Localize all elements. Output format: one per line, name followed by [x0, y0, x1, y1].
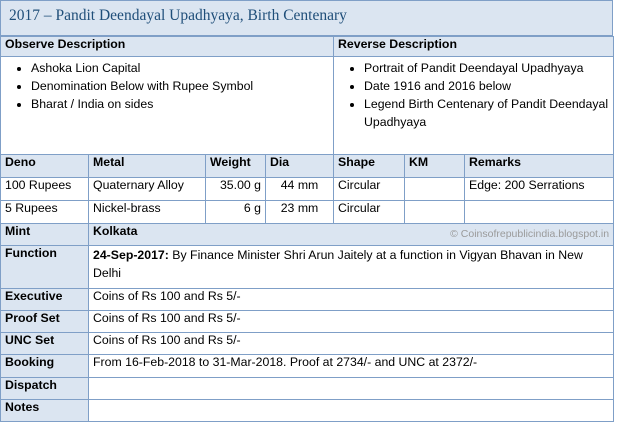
table-row [1, 201, 614, 224]
cell-shape: Circular [334, 178, 405, 201]
unc-set-value: Coins of Rs 100 and Rs 5/- [89, 333, 614, 355]
function-value [89, 246, 614, 289]
function-date: 24-Sep-2017: [93, 248, 169, 262]
obverse-item: • Ashoka Lion Capital [31, 59, 329, 77]
cell-metal: Quaternary Alloy [89, 178, 206, 201]
header-remarks: Remarks [465, 155, 614, 178]
watermark: © Coinsofrepublicindia.blogspot.in [450, 228, 610, 240]
dispatch-label: Dispatch [1, 378, 89, 400]
reverse-item: • Date 1916 and 2016 below [364, 77, 609, 95]
cell-deno: 5 Rupees [1, 201, 89, 224]
obverse-description [1, 57, 334, 155]
dispatch-value [89, 378, 614, 400]
header-km: KM [405, 155, 465, 178]
cell-weight: 6 g [206, 201, 266, 224]
cell-remarks [465, 201, 614, 224]
dispatch-row [1, 378, 614, 400]
mint-value [89, 224, 614, 246]
page-title: 2017 – Pandit Deendayal Upadhyaya, Birth Centenary [0, 0, 613, 36]
proof-set-label: Proof Set [1, 311, 89, 333]
cell-km [405, 178, 465, 201]
cell-dia: 23 mm [266, 201, 334, 224]
header-deno: Deno [1, 155, 89, 178]
header-weight: Weight [206, 155, 266, 178]
proof-set-value: Coins of Rs 100 and Rs 5/- [89, 311, 614, 333]
cell-remarks: Edge: 200 Serrations [465, 178, 614, 201]
cell-shape: Circular [334, 201, 405, 224]
cell-metal: Nickel-brass [89, 201, 206, 224]
obverse-heading: Observe Description [1, 37, 334, 57]
cell-km [405, 201, 465, 224]
function-text: By Finance Minister Shri Arun Jaitely at a function in Vigyan Bhavan in New Delhi [93, 248, 583, 280]
proof-set-row [1, 311, 614, 333]
executive-label: Executive [1, 289, 89, 311]
booking-value: From 16-Feb-2018 to 31-Mar-2018. Proof at 2734/- and UNC at 2372/- [89, 355, 614, 378]
unc-set-label: UNC Set [1, 333, 89, 355]
obverse-item: • Denomination Below with Rupee Symbol [31, 77, 329, 95]
notes-label: Notes [1, 400, 89, 422]
notes-value [89, 400, 614, 422]
function-row [1, 246, 614, 289]
booking-label: Booking [1, 355, 89, 378]
executive-value: Coins of Rs 100 and Rs 5/- [89, 289, 614, 311]
header-shape: Shape [334, 155, 405, 178]
mint-label: Mint [1, 224, 89, 246]
cell-deno: 100 Rupees [1, 178, 89, 201]
reverse-item: • Portrait of Pandit Deendayal Upadhyaya [364, 59, 609, 77]
header-dia: Dia [266, 155, 334, 178]
booking-row [1, 355, 614, 378]
mint-row [1, 224, 614, 246]
cell-dia: 44 mm [266, 178, 334, 201]
mint-name: Kolkata [93, 224, 138, 238]
description-row [1, 57, 614, 155]
function-label: Function [1, 246, 89, 289]
table-row [1, 178, 614, 201]
header-metal: Metal [89, 155, 206, 178]
specs-header-row [1, 155, 614, 178]
description-header-row [1, 37, 614, 57]
unc-set-row [1, 333, 614, 355]
obverse-item: • Bharat / India on sides [31, 95, 329, 113]
notes-row [1, 400, 614, 422]
cell-weight: 35.00 g [206, 178, 266, 201]
reverse-heading: Reverse Description [334, 37, 614, 57]
reverse-description [334, 57, 614, 155]
executive-row [1, 289, 614, 311]
reverse-item: • Legend Birth Centenary of Pandit Deendayal Upadhyaya [364, 95, 609, 131]
coin-info-table [0, 36, 614, 422]
